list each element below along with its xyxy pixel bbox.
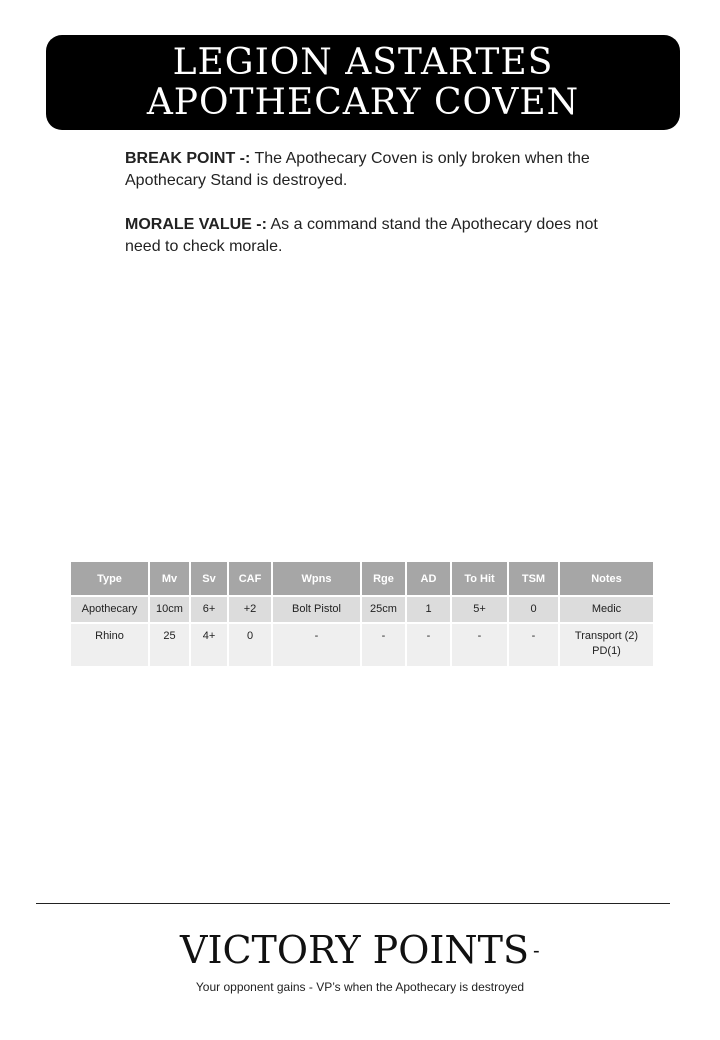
break-point-label: BREAK POINT -: [125, 150, 251, 167]
table-cell: 6+ [191, 595, 229, 622]
column-header-wpns: Wpns [273, 562, 362, 595]
victory-points-heading [180, 928, 560, 973]
table-cell: 25 [150, 622, 191, 666]
title-banner [46, 35, 680, 130]
table-cell: Apothecary [71, 595, 150, 622]
table-row [71, 622, 653, 666]
column-header-sv: Sv [191, 562, 229, 595]
table-cell: - [509, 622, 560, 666]
table-cell: 0 [229, 622, 273, 666]
table-header-row [71, 562, 653, 595]
section-divider [36, 903, 670, 904]
page-title: LEGION ASTARTES APOTHECARY COVEN [146, 41, 580, 123]
table-row [71, 595, 653, 622]
table-cell: 0 [509, 595, 560, 622]
column-header-caf: CAF [229, 562, 273, 595]
table-cell: Transport (2) PD(1) [560, 622, 653, 666]
table-cell: - [362, 622, 407, 666]
table-cell: 10cm [150, 595, 191, 622]
column-header-to-hit: To Hit [452, 562, 509, 595]
column-header-notes: Notes [560, 562, 653, 595]
column-header-ad: AD [407, 562, 452, 595]
table-cell: - [452, 622, 509, 666]
table-cell: 1 [407, 595, 452, 622]
table-cell: Medic [560, 595, 653, 622]
rules-section [125, 148, 605, 280]
morale-value-label: MORALE VALUE -: [125, 216, 267, 233]
victory-points-dash: - [533, 940, 540, 962]
break-point-rule [125, 148, 605, 192]
table-cell: 25cm [362, 595, 407, 622]
table-cell: - [273, 622, 362, 666]
victory-points-text: Your opponent gains - VP’s when the Apothecary is destroyed [195, 980, 525, 994]
table-cell: Rhino [71, 622, 150, 666]
table-cell: Bolt Pistol [273, 595, 362, 622]
break-point-text: The Apothecary Coven is only broken when the Apothecary Stand is destroyed. [125, 150, 590, 189]
column-header-type: Type [71, 562, 150, 595]
column-header-mv: Mv [150, 562, 191, 595]
victory-points-title: VICTORY POINTS [180, 928, 529, 972]
table-cell: 4+ [191, 622, 229, 666]
stats-table [71, 562, 653, 666]
column-header-rge: Rge [362, 562, 407, 595]
table-cell: +2 [229, 595, 273, 622]
table-cell: 5+ [452, 595, 509, 622]
morale-value-rule [125, 214, 605, 258]
column-header-tsm: TSM [509, 562, 560, 595]
morale-value-text: As a command stand the Apothecary does not need to check morale. [125, 216, 598, 255]
table-cell: - [407, 622, 452, 666]
